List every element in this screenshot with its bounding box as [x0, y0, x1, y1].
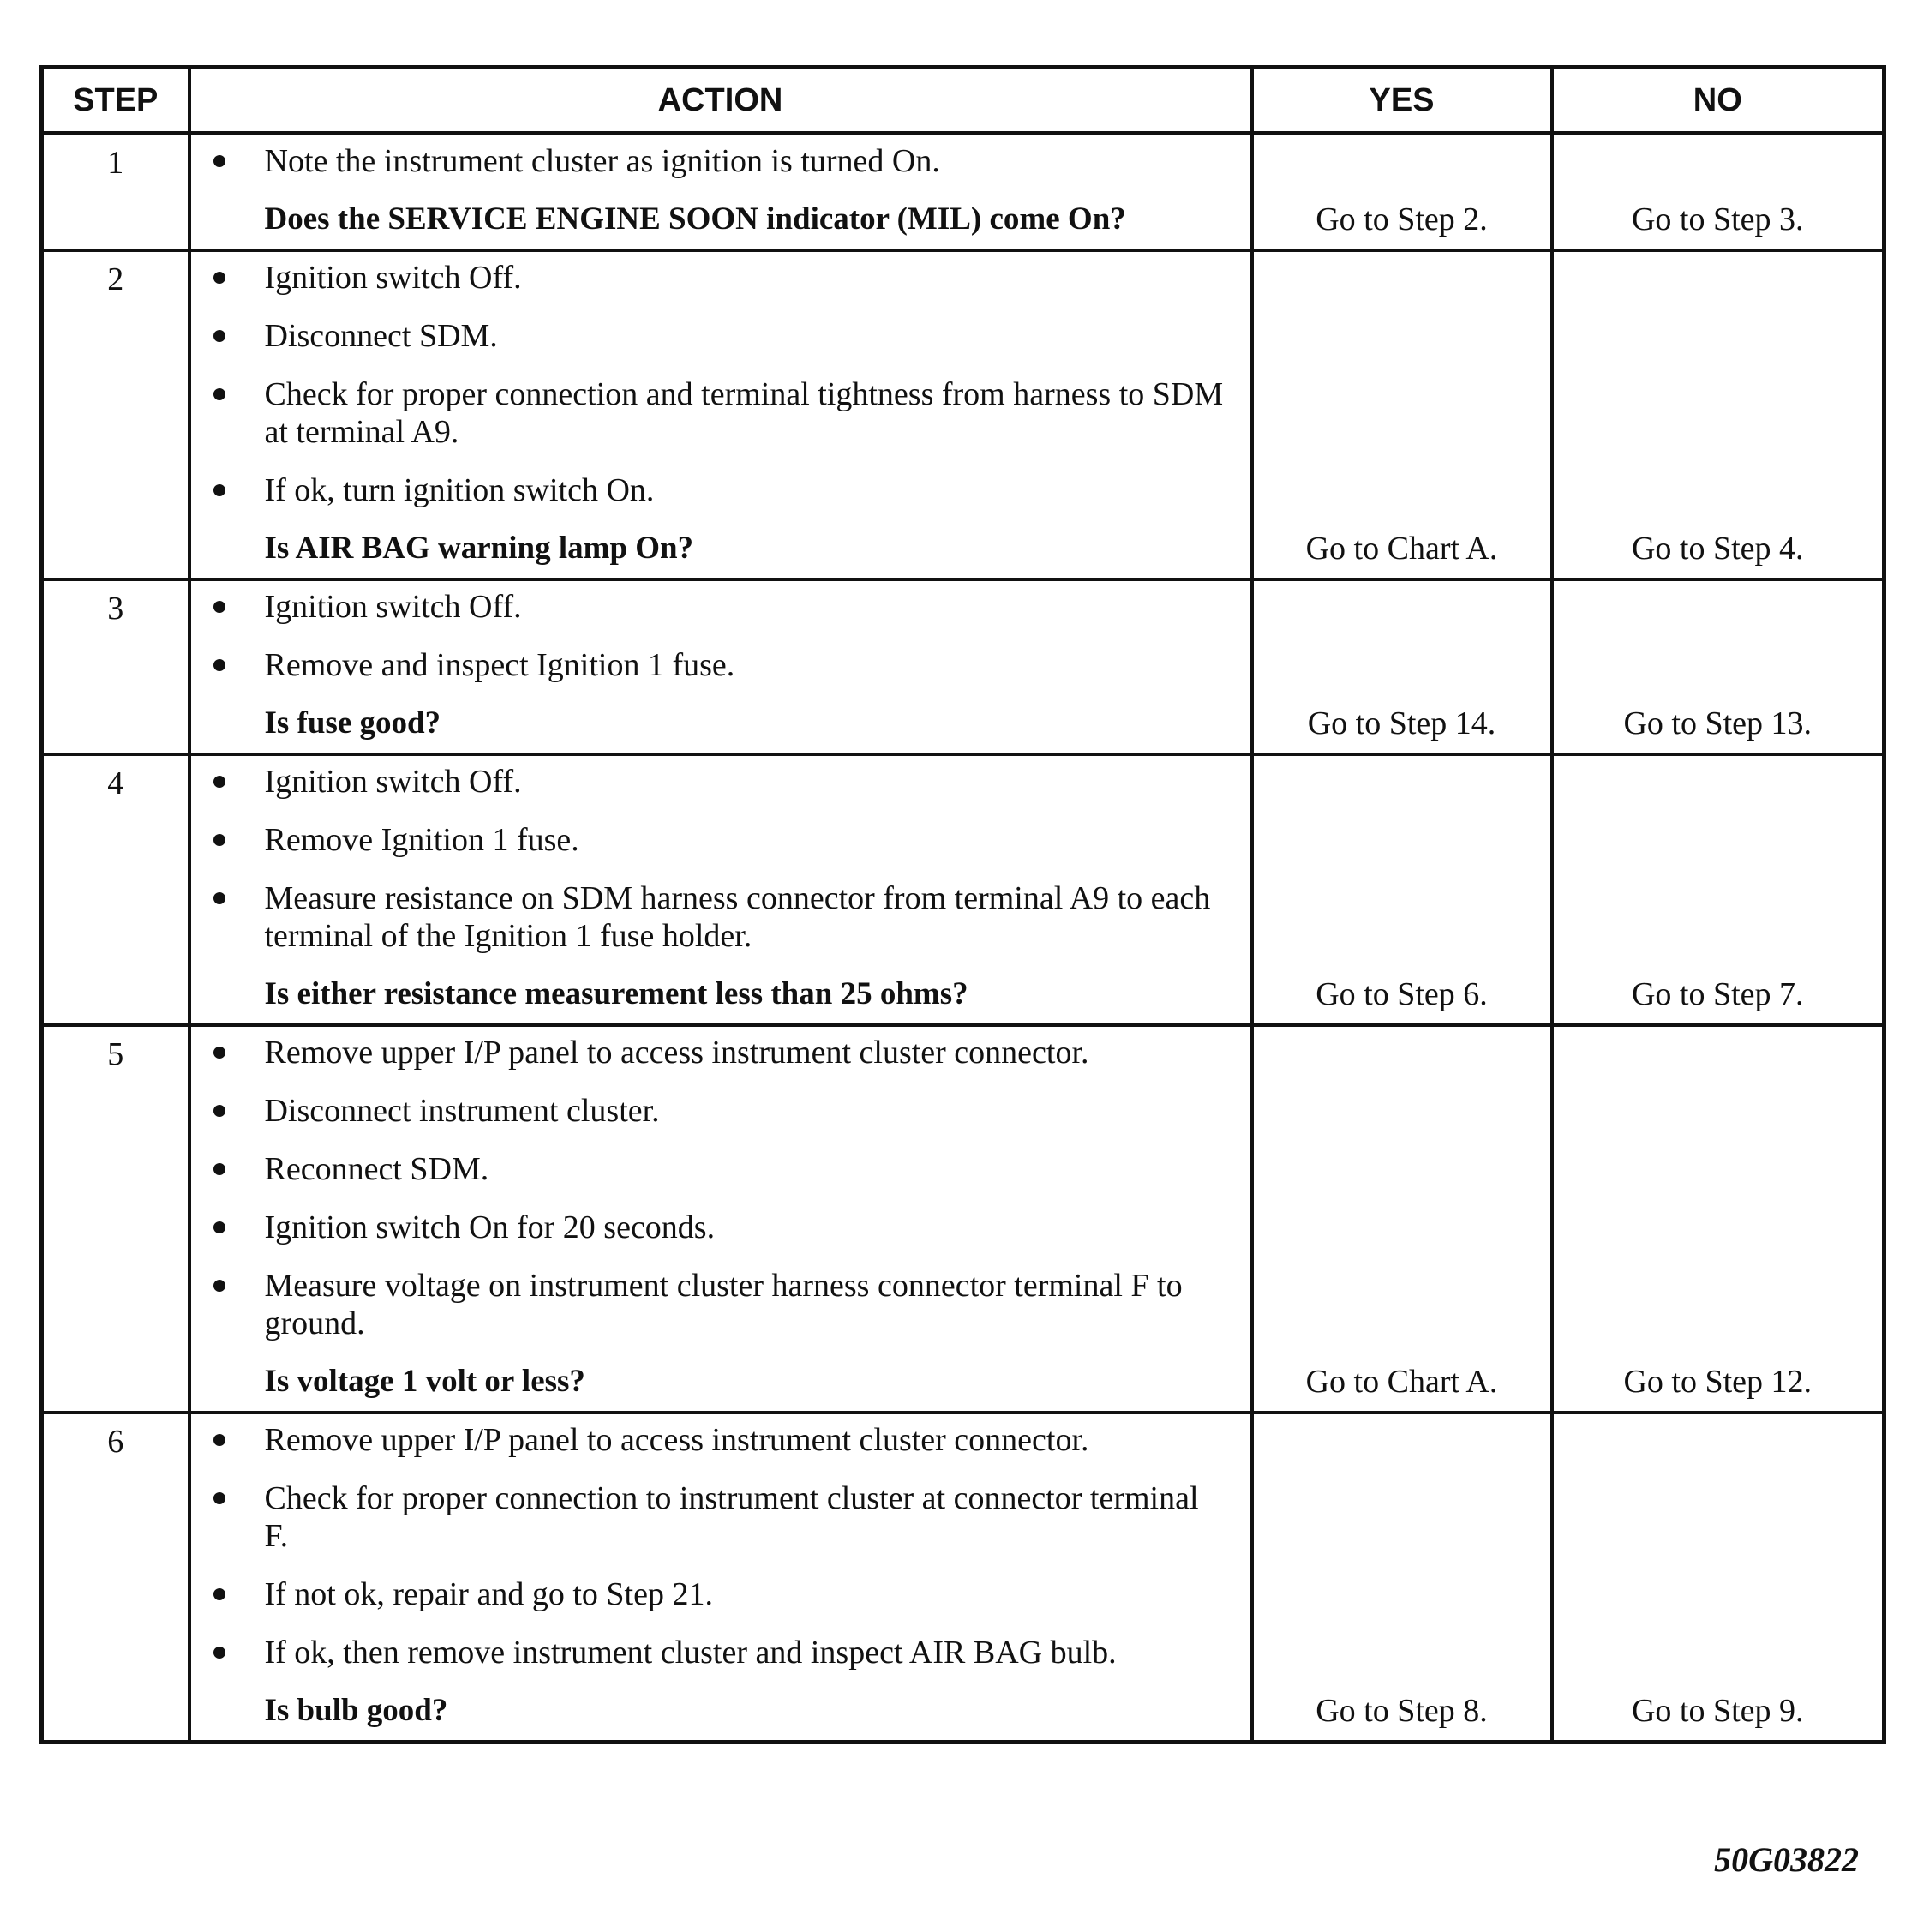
bullet-dot-icon [213, 1047, 225, 1059]
action-bullet-item [205, 1267, 1230, 1342]
action-bullet-text: If ok, turn ignition switch On. [264, 472, 655, 508]
table-body [42, 134, 1885, 1743]
no-result: Go to Step 4. [1552, 250, 1885, 579]
action-bullet-text: If not ok, repair and go to Step 21. [264, 1576, 713, 1612]
action-cell [189, 1413, 1252, 1743]
action-bullet-item [205, 1092, 1230, 1130]
action-bullet-text: Disconnect SDM. [264, 318, 498, 354]
bullet-dot-icon [213, 1588, 225, 1600]
no-result: Go to Step 9. [1552, 1413, 1885, 1743]
no-result: Go to Step 13. [1552, 579, 1885, 754]
action-bullet-text: Ignition switch Off. [264, 260, 522, 296]
action-bullet-item [205, 879, 1230, 955]
action-bullet-item [205, 588, 1230, 626]
action-question: Is fuse good? [264, 705, 441, 741]
action-question: Is bulb good? [264, 1693, 448, 1728]
action-bullet-item [205, 1479, 1230, 1555]
action-bullet-item [205, 1575, 1230, 1613]
header-yes: YES [1252, 68, 1552, 134]
bullet-dot-icon [213, 601, 225, 613]
action-cell [189, 754, 1252, 1025]
action-bullet-item [205, 375, 1230, 451]
header-row [42, 68, 1885, 134]
yes-result: Go to Step 8. [1252, 1413, 1552, 1743]
table-row [42, 1413, 1885, 1743]
header-no: NO [1552, 68, 1885, 134]
action-cell [189, 134, 1252, 251]
action-cell [189, 250, 1252, 579]
step-number: 6 [42, 1413, 189, 1743]
table-row [42, 579, 1885, 754]
yes-result: Go to Chart A. [1252, 1025, 1552, 1413]
step-number: 3 [42, 579, 189, 754]
bullet-dot-icon [213, 1105, 225, 1117]
action-bullet-text: Ignition switch Off. [264, 589, 522, 625]
action-bullet-text: Remove and inspect Ignition 1 fuse. [264, 647, 735, 683]
yes-result: Go to Step 6. [1252, 754, 1552, 1025]
action-bullet-text: Ignition switch Off. [264, 764, 522, 800]
action-bullet-item [205, 471, 1230, 509]
bullet-dot-icon [213, 484, 225, 496]
action-bullet-text: Measure resistance on SDM harness connector from terminal A9 to each terminal of the Ignition 1 fuse holder. [264, 880, 1211, 954]
action-question: Is AIR BAG warning lamp On? [264, 531, 694, 566]
no-result: Go to Step 3. [1552, 134, 1885, 251]
action-bullet-text: Remove upper I/P panel to access instrument cluster connector. [264, 1422, 1089, 1458]
yes-result: Go to Step 2. [1252, 134, 1552, 251]
action-question: Does the SERVICE ENGINE SOON indicator (MIL) come On? [264, 201, 1126, 237]
diagnostic-table [39, 65, 1886, 1744]
bullet-dot-icon [213, 834, 225, 846]
action-question: Is voltage 1 volt or less? [264, 1364, 585, 1399]
action-bullet-text: Note the instrument cluster as ignition is turned On. [264, 143, 940, 179]
action-bullet-item [205, 142, 1230, 180]
action-cell [189, 579, 1252, 754]
action-cell [189, 1025, 1252, 1413]
action-bullet-text: Remove upper I/P panel to access instrument cluster connector. [264, 1035, 1089, 1071]
action-bullet-item [205, 317, 1230, 355]
bullet-dot-icon [213, 155, 225, 167]
action-bullet-item [205, 646, 1230, 684]
action-bullet-item [205, 259, 1230, 297]
bullet-dot-icon [213, 1647, 225, 1659]
bullet-dot-icon [213, 330, 225, 342]
bullet-dot-icon [213, 1163, 225, 1175]
bullet-dot-icon [213, 659, 225, 671]
bullet-dot-icon [213, 1280, 225, 1292]
action-bullet-text: Check for proper connection and terminal tightness from harness to SDM at terminal A9. [264, 376, 1224, 450]
action-bullet-item [205, 821, 1230, 859]
bullet-dot-icon [213, 388, 225, 400]
action-bullet-item [205, 763, 1230, 801]
action-bullet-item [205, 1421, 1230, 1459]
action-bullet-text: Measure voltage on instrument cluster harness connector terminal F to ground. [264, 1268, 1183, 1341]
action-bullet-item [205, 1209, 1230, 1246]
yes-result: Go to Step 14. [1252, 579, 1552, 754]
bullet-dot-icon [213, 1221, 225, 1233]
yes-result: Go to Chart A. [1252, 250, 1552, 579]
step-number: 2 [42, 250, 189, 579]
step-number: 4 [42, 754, 189, 1025]
header-step: STEP [42, 68, 189, 134]
action-bullet-text: Reconnect SDM. [264, 1151, 489, 1187]
no-result: Go to Step 7. [1552, 754, 1885, 1025]
step-number: 5 [42, 1025, 189, 1413]
figure-reference-code: 50G03822 [1714, 1840, 1859, 1879]
action-bullet-text: Disconnect instrument cluster. [264, 1093, 660, 1129]
bullet-dot-icon [213, 892, 225, 904]
action-bullet-text: If ok, then remove instrument cluster and inspect AIR BAG bulb. [264, 1635, 1117, 1671]
table-row [42, 250, 1885, 579]
no-result: Go to Step 12. [1552, 1025, 1885, 1413]
table-row [42, 1025, 1885, 1413]
action-bullet-text: Ignition switch On for 20 seconds. [264, 1209, 716, 1245]
bullet-dot-icon [213, 1434, 225, 1446]
action-bullet-item [205, 1634, 1230, 1671]
table-row [42, 134, 1885, 251]
action-bullet-text: Check for proper connection to instrument cluster at connector terminal F. [264, 1480, 1199, 1554]
bullet-dot-icon [213, 776, 225, 788]
action-question: Is either resistance measurement less than 25 ohms? [264, 976, 968, 1011]
action-bullet-item [205, 1034, 1230, 1071]
table-row [42, 754, 1885, 1025]
action-bullet-item [205, 1150, 1230, 1188]
action-bullet-text: Remove Ignition 1 fuse. [264, 822, 579, 858]
header-action: ACTION [189, 68, 1252, 134]
bullet-dot-icon [213, 272, 225, 284]
step-number: 1 [42, 134, 189, 251]
bullet-dot-icon [213, 1492, 225, 1504]
